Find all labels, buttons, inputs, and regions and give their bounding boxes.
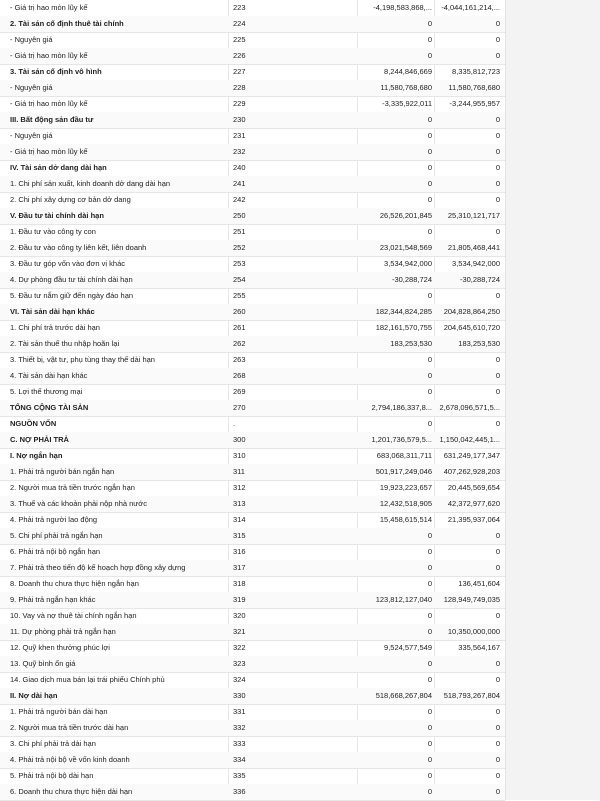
row-label: - Giá trị hao mòn lũy kế xyxy=(10,99,88,108)
row-value-previous: 0 xyxy=(495,355,500,364)
row-value-current: 0 xyxy=(427,723,432,732)
table-row xyxy=(0,192,505,209)
row-value-current: 183,253,530 xyxy=(390,339,432,348)
row-label: 9. Phải trả ngắn hạn khác xyxy=(10,595,96,604)
table-row xyxy=(0,0,505,17)
row-value-previous: 21,805,468,441 xyxy=(447,243,500,252)
row-value-previous: 0 xyxy=(495,707,500,716)
row-code: 317 xyxy=(233,563,246,572)
row-value-current: 3,534,942,000 xyxy=(384,259,432,268)
row-code: 223 xyxy=(233,3,246,12)
row-value-previous: 204,828,864,250 xyxy=(443,307,500,316)
row-value-current: 182,344,824,285 xyxy=(375,307,432,316)
row-label: 10. Vay và nợ thuê tài chính ngắn hạn xyxy=(10,611,137,620)
row-code: 242 xyxy=(233,195,246,204)
table-row xyxy=(0,752,505,769)
row-code: 261 xyxy=(233,323,246,332)
row-code: 250 xyxy=(233,211,246,220)
row-value-previous: 0 xyxy=(495,35,500,44)
row-value-current: 1,201,736,579,5... xyxy=(371,435,432,444)
row-value-previous: 25,310,121,717 xyxy=(447,211,500,220)
row-value-previous: -30,288,724 xyxy=(459,275,500,284)
row-value-current: 123,812,127,040 xyxy=(375,595,432,604)
row-value-current: 0 xyxy=(427,611,432,620)
row-value-current: 0 xyxy=(427,675,432,684)
row-value-current: 0 xyxy=(427,291,432,300)
table-row xyxy=(0,96,505,113)
row-label: 3. Thuế và các khoản phải nộp nhà nước xyxy=(10,499,147,508)
table-row xyxy=(0,112,505,129)
row-code: 311 xyxy=(233,467,245,476)
table-row xyxy=(0,80,505,97)
row-value-previous: 0 xyxy=(495,723,500,732)
row-value-previous: 0 xyxy=(495,531,500,540)
row-value-previous: 518,793,267,804 xyxy=(443,691,500,700)
row-code: 335 xyxy=(233,771,246,780)
row-label: 2. Tài sản thuế thu nhập hoãn lại xyxy=(10,339,120,348)
row-label: 12. Quỹ khen thưởng phúc lợi xyxy=(10,643,110,652)
row-code: 226 xyxy=(233,51,246,60)
table-row xyxy=(0,624,505,641)
table-row xyxy=(0,656,505,673)
row-label: 1. Phải trả người bán ngắn hạn xyxy=(10,467,115,476)
row-code: 322 xyxy=(233,643,246,652)
row-code: 321 xyxy=(233,627,246,636)
row-code: 229 xyxy=(233,99,246,108)
row-label: C. NỢ PHẢI TRẢ xyxy=(10,435,69,444)
row-value-current: 0 xyxy=(427,419,432,428)
row-code: 225 xyxy=(233,35,246,44)
row-code: 332 xyxy=(233,723,246,732)
row-label: 4. Phải trả nội bộ về vốn kinh doanh xyxy=(10,755,130,764)
side-panel xyxy=(505,0,600,800)
row-code: 318 xyxy=(233,579,246,588)
table-row xyxy=(0,16,505,33)
row-value-previous: 183,253,530 xyxy=(458,339,500,348)
row-value-previous: 204,645,610,720 xyxy=(443,323,500,332)
row-label: 5. Đầu tư nắm giữ đến ngày đáo hạn xyxy=(10,291,134,300)
table-row xyxy=(0,272,505,289)
row-code: 334 xyxy=(233,755,246,764)
row-label: 2. Tài sản cố định thuê tài chính xyxy=(10,19,124,28)
row-value-previous: 0 xyxy=(495,611,500,620)
row-value-current: 0 xyxy=(427,787,432,796)
row-label: 5. Lợi thế thương mại xyxy=(10,387,83,396)
table-row xyxy=(0,160,505,177)
table-row xyxy=(0,640,505,657)
row-label: IV. Tài sản dở dang dài hạn xyxy=(10,163,107,172)
row-code: 316 xyxy=(233,547,246,556)
row-label: - Giá trị hao mòn lũy kế xyxy=(10,147,88,156)
row-label: 6. Doanh thu chưa thực hiện dài hạn xyxy=(10,787,133,796)
row-value-previous: -4,044,161,214,... xyxy=(441,3,500,12)
row-value-current: 0 xyxy=(427,627,432,636)
row-value-current: 12,432,518,905 xyxy=(379,499,432,508)
row-label: 3. Chi phí phải trả dài hạn xyxy=(10,739,96,748)
row-value-current: 0 xyxy=(427,579,432,588)
row-value-previous: 0 xyxy=(495,19,500,28)
row-label: 11. Dự phòng phải trả ngắn hạn xyxy=(10,627,116,636)
row-value-current: 0 xyxy=(427,355,432,364)
row-code: 300 xyxy=(233,435,246,444)
row-value-previous: 42,372,977,620 xyxy=(447,499,500,508)
row-value-previous: 136,451,604 xyxy=(458,579,500,588)
row-value-previous: 11,580,768,680 xyxy=(448,83,500,92)
table-row xyxy=(0,304,505,321)
row-label: VI. Tài sản dài hạn khác xyxy=(10,307,95,316)
row-value-current: 0 xyxy=(427,563,432,572)
table-row xyxy=(0,608,505,625)
table-row xyxy=(0,352,505,369)
row-value-previous: 0 xyxy=(495,195,500,204)
row-value-previous: 0 xyxy=(495,227,500,236)
table-row xyxy=(0,704,505,721)
row-label: 3. Tài sản cố định vô hình xyxy=(10,67,102,76)
table-row xyxy=(0,400,505,417)
row-code: 270 xyxy=(233,403,246,412)
row-value-previous: 0 xyxy=(495,547,500,556)
table-row xyxy=(0,736,505,753)
row-label: 2. Chi phí xây dựng cơ bản dở dang xyxy=(10,195,131,204)
table-row xyxy=(0,224,505,241)
row-value-previous: 0 xyxy=(495,755,500,764)
row-value-previous: 0 xyxy=(495,787,500,796)
row-value-previous: 20,445,569,654 xyxy=(447,483,500,492)
row-code: 269 xyxy=(233,387,246,396)
row-value-current: 9,524,577,549 xyxy=(384,643,432,652)
row-value-previous: 0 xyxy=(495,659,500,668)
row-code: 333 xyxy=(233,739,246,748)
row-code: 241 xyxy=(233,179,246,188)
table-row xyxy=(0,368,505,385)
row-code: 263 xyxy=(233,355,246,364)
row-label: III. Bất động sản đầu tư xyxy=(10,115,94,124)
row-value-current: 0 xyxy=(427,547,432,556)
row-value-previous: 128,949,749,035 xyxy=(443,595,500,604)
row-value-previous: 0 xyxy=(495,771,500,780)
row-code: 252 xyxy=(233,243,246,252)
table-row xyxy=(0,784,505,801)
row-value-current: 0 xyxy=(427,739,432,748)
table-row xyxy=(0,688,505,705)
row-value-previous: 0 xyxy=(495,675,500,684)
row-label: 4. Phải trả người lao động xyxy=(10,515,98,524)
row-label: TỔNG CỘNG TÀI SẢN xyxy=(10,403,89,412)
row-label: 8. Doanh thu chưa thực hiện ngắn hạn xyxy=(10,579,139,588)
row-value-current: 0 xyxy=(427,227,432,236)
row-value-current: 0 xyxy=(427,51,432,60)
row-code: 227 xyxy=(233,67,246,76)
table-row xyxy=(0,176,505,193)
row-value-previous: 21,395,937,064 xyxy=(447,515,500,524)
row-value-current: 19,923,223,657 xyxy=(379,483,432,492)
row-value-previous: 0 xyxy=(495,179,500,188)
row-value-previous: 0 xyxy=(495,51,500,60)
row-value-current: 23,021,548,569 xyxy=(379,243,432,252)
row-label: 1. Phải trả người bán dài hạn xyxy=(10,707,108,716)
row-value-previous: -3,244,955,957 xyxy=(449,99,500,108)
row-value-current: 0 xyxy=(427,179,432,188)
row-code: 253 xyxy=(233,259,246,268)
row-value-current: 0 xyxy=(427,195,432,204)
row-code: 315 xyxy=(233,531,246,540)
row-code: 255 xyxy=(233,291,246,300)
row-code: 251 xyxy=(233,227,246,236)
row-value-current: 0 xyxy=(427,531,432,540)
table-row xyxy=(0,416,505,433)
row-value-current: 0 xyxy=(427,771,432,780)
row-label: 6. Phải trả nội bộ ngắn hạn xyxy=(10,547,101,556)
row-label: - Nguyên giá xyxy=(10,131,53,140)
row-value-previous: 1,150,042,445,1... xyxy=(439,435,500,444)
row-value-current: -30,288,724 xyxy=(391,275,432,284)
table-row xyxy=(0,528,505,545)
row-value-current: 11,580,768,680 xyxy=(380,83,432,92)
table-row xyxy=(0,336,505,353)
row-label: - Nguyên giá xyxy=(10,35,53,44)
row-value-previous: 0 xyxy=(495,131,500,140)
table-row xyxy=(0,480,505,497)
row-value-previous: 407,262,928,203 xyxy=(443,467,500,476)
table-row xyxy=(0,208,505,225)
row-value-current: 501,917,249,046 xyxy=(375,467,432,476)
row-value-current: -3,335,922,011 xyxy=(382,99,432,108)
row-code: 260 xyxy=(233,307,246,316)
row-label: 13. Quỹ bình ổn giá xyxy=(10,659,76,668)
table-row xyxy=(0,48,505,65)
table-row xyxy=(0,592,505,609)
row-label: - Giá trị hao mòn lũy kế xyxy=(10,3,88,12)
table-row xyxy=(0,560,505,577)
row-label: I. Nợ ngắn hạn xyxy=(10,451,63,460)
row-value-current: 0 xyxy=(427,707,432,716)
row-value-previous: 0 xyxy=(495,371,500,380)
row-code: 330 xyxy=(233,691,246,700)
row-code: 232 xyxy=(233,147,246,156)
row-value-previous: 2,678,096,571,5... xyxy=(439,403,500,412)
row-value-previous: 0 xyxy=(495,563,500,572)
row-value-previous: 631,249,177,347 xyxy=(443,451,500,460)
row-value-current: 683,068,311,711 xyxy=(376,451,432,460)
row-label: - Nguyên giá xyxy=(10,83,53,92)
row-label: - Giá trị hao mòn lũy kế xyxy=(10,51,88,60)
row-value-current: 0 xyxy=(427,755,432,764)
row-code: 313 xyxy=(233,499,246,508)
table-row xyxy=(0,384,505,401)
table-row xyxy=(0,288,505,305)
row-value-previous: 0 xyxy=(495,115,500,124)
table-row xyxy=(0,576,505,593)
table-row xyxy=(0,144,505,161)
row-value-previous: 8,335,812,723 xyxy=(452,67,500,76)
table-row xyxy=(0,128,505,145)
row-value-previous: 0 xyxy=(495,419,500,428)
table-row xyxy=(0,496,505,513)
row-code: 310 xyxy=(233,451,246,460)
table-row xyxy=(0,64,505,81)
row-label: 4. Tài sản dài hạn khác xyxy=(10,371,88,380)
row-value-previous: 10,350,000,000 xyxy=(447,627,500,636)
row-label: II. Nợ dài hạn xyxy=(10,691,58,700)
row-label: 2. Đầu tư vào công ty liên kết, liên doanh xyxy=(10,243,147,252)
row-value-current: 182,161,570,755 xyxy=(375,323,432,332)
table-row xyxy=(0,32,505,49)
row-value-current: 0 xyxy=(427,131,432,140)
row-label: NGUỒN VỐN xyxy=(10,419,57,428)
row-label: 1. Chi phí trả trước dài hạn xyxy=(10,323,100,332)
row-label: 2. Người mua trả tiền trước dài hạn xyxy=(10,723,129,732)
row-code: 268 xyxy=(233,371,246,380)
table-row xyxy=(0,544,505,561)
row-value-previous: 0 xyxy=(495,163,500,172)
row-value-current: 0 xyxy=(427,115,432,124)
row-code: 230 xyxy=(233,115,246,124)
row-value-current: 0 xyxy=(427,659,432,668)
row-value-previous: 0 xyxy=(495,147,500,156)
row-value-current: 0 xyxy=(427,19,432,28)
row-code: 228 xyxy=(233,83,246,92)
row-label: 5. Phải trả nội bộ dài hạn xyxy=(10,771,94,780)
row-code: 336 xyxy=(233,787,246,796)
table-row xyxy=(0,320,505,337)
row-code: 314 xyxy=(233,515,246,524)
row-value-current: 15,458,615,514 xyxy=(379,515,432,524)
row-value-current: 0 xyxy=(427,387,432,396)
row-label: 2. Người mua trả tiền trước ngắn hạn xyxy=(10,483,135,492)
row-value-previous: 3,534,942,000 xyxy=(452,259,500,268)
row-label: 4. Dự phòng đầu tư tài chính dài hạn xyxy=(10,275,133,284)
row-label: 3. Đầu tư góp vốn vào đơn vị khác xyxy=(10,259,126,268)
table-row xyxy=(0,464,505,481)
row-value-previous: 0 xyxy=(495,739,500,748)
row-value-current: 518,668,267,804 xyxy=(375,691,432,700)
row-label: 1. Đầu tư vào công ty con xyxy=(10,227,96,236)
row-label: 7. Phải trả theo tiến độ kế hoạch hợp đồng xây dựng xyxy=(10,563,186,572)
table-row xyxy=(0,256,505,273)
row-code: 224 xyxy=(233,19,246,28)
row-code: 231 xyxy=(233,131,246,140)
row-value-current: 26,526,201,845 xyxy=(379,211,432,220)
row-label: 5. Chi phí phải trả ngắn hạn xyxy=(10,531,103,540)
row-value-previous: 0 xyxy=(495,291,500,300)
row-value-current: 0 xyxy=(427,147,432,156)
table-row xyxy=(0,768,505,785)
table-row xyxy=(0,512,505,529)
row-value-current: 8,244,846,669 xyxy=(384,67,432,76)
table-row xyxy=(0,720,505,737)
row-value-current: 0 xyxy=(427,371,432,380)
row-value-previous: 335,564,167 xyxy=(458,643,500,652)
row-code: 240 xyxy=(233,163,246,172)
row-label: V. Đầu tư tài chính dài hạn xyxy=(10,211,104,220)
row-label: 1. Chi phí sản xuất, kinh doanh dở dang dài hạn xyxy=(10,179,171,188)
row-value-current: 2,794,186,337,8... xyxy=(371,403,432,412)
table-row xyxy=(0,240,505,257)
row-label: 3. Thiết bị, vật tư, phụ tùng thay thế dài hạn xyxy=(10,355,155,364)
row-code: . xyxy=(233,419,236,428)
row-value-current: 0 xyxy=(427,163,432,172)
table-row xyxy=(0,672,505,689)
row-value-previous: 0 xyxy=(495,387,500,396)
row-value-current: 0 xyxy=(427,35,432,44)
row-code: 324 xyxy=(233,675,246,684)
row-label: 14. Giao dịch mua bán lại trái phiếu Chính phủ xyxy=(10,675,165,684)
row-code: 319 xyxy=(233,595,246,604)
row-code: 323 xyxy=(233,659,246,668)
row-code: 320 xyxy=(233,611,246,620)
row-code: 312 xyxy=(233,483,246,492)
table-row xyxy=(0,432,505,449)
row-code: 262 xyxy=(233,339,246,348)
row-code: 254 xyxy=(233,275,246,284)
table-row xyxy=(0,448,505,465)
row-code: 331 xyxy=(233,707,246,716)
row-value-current: -4,198,583,868,... xyxy=(373,3,432,12)
